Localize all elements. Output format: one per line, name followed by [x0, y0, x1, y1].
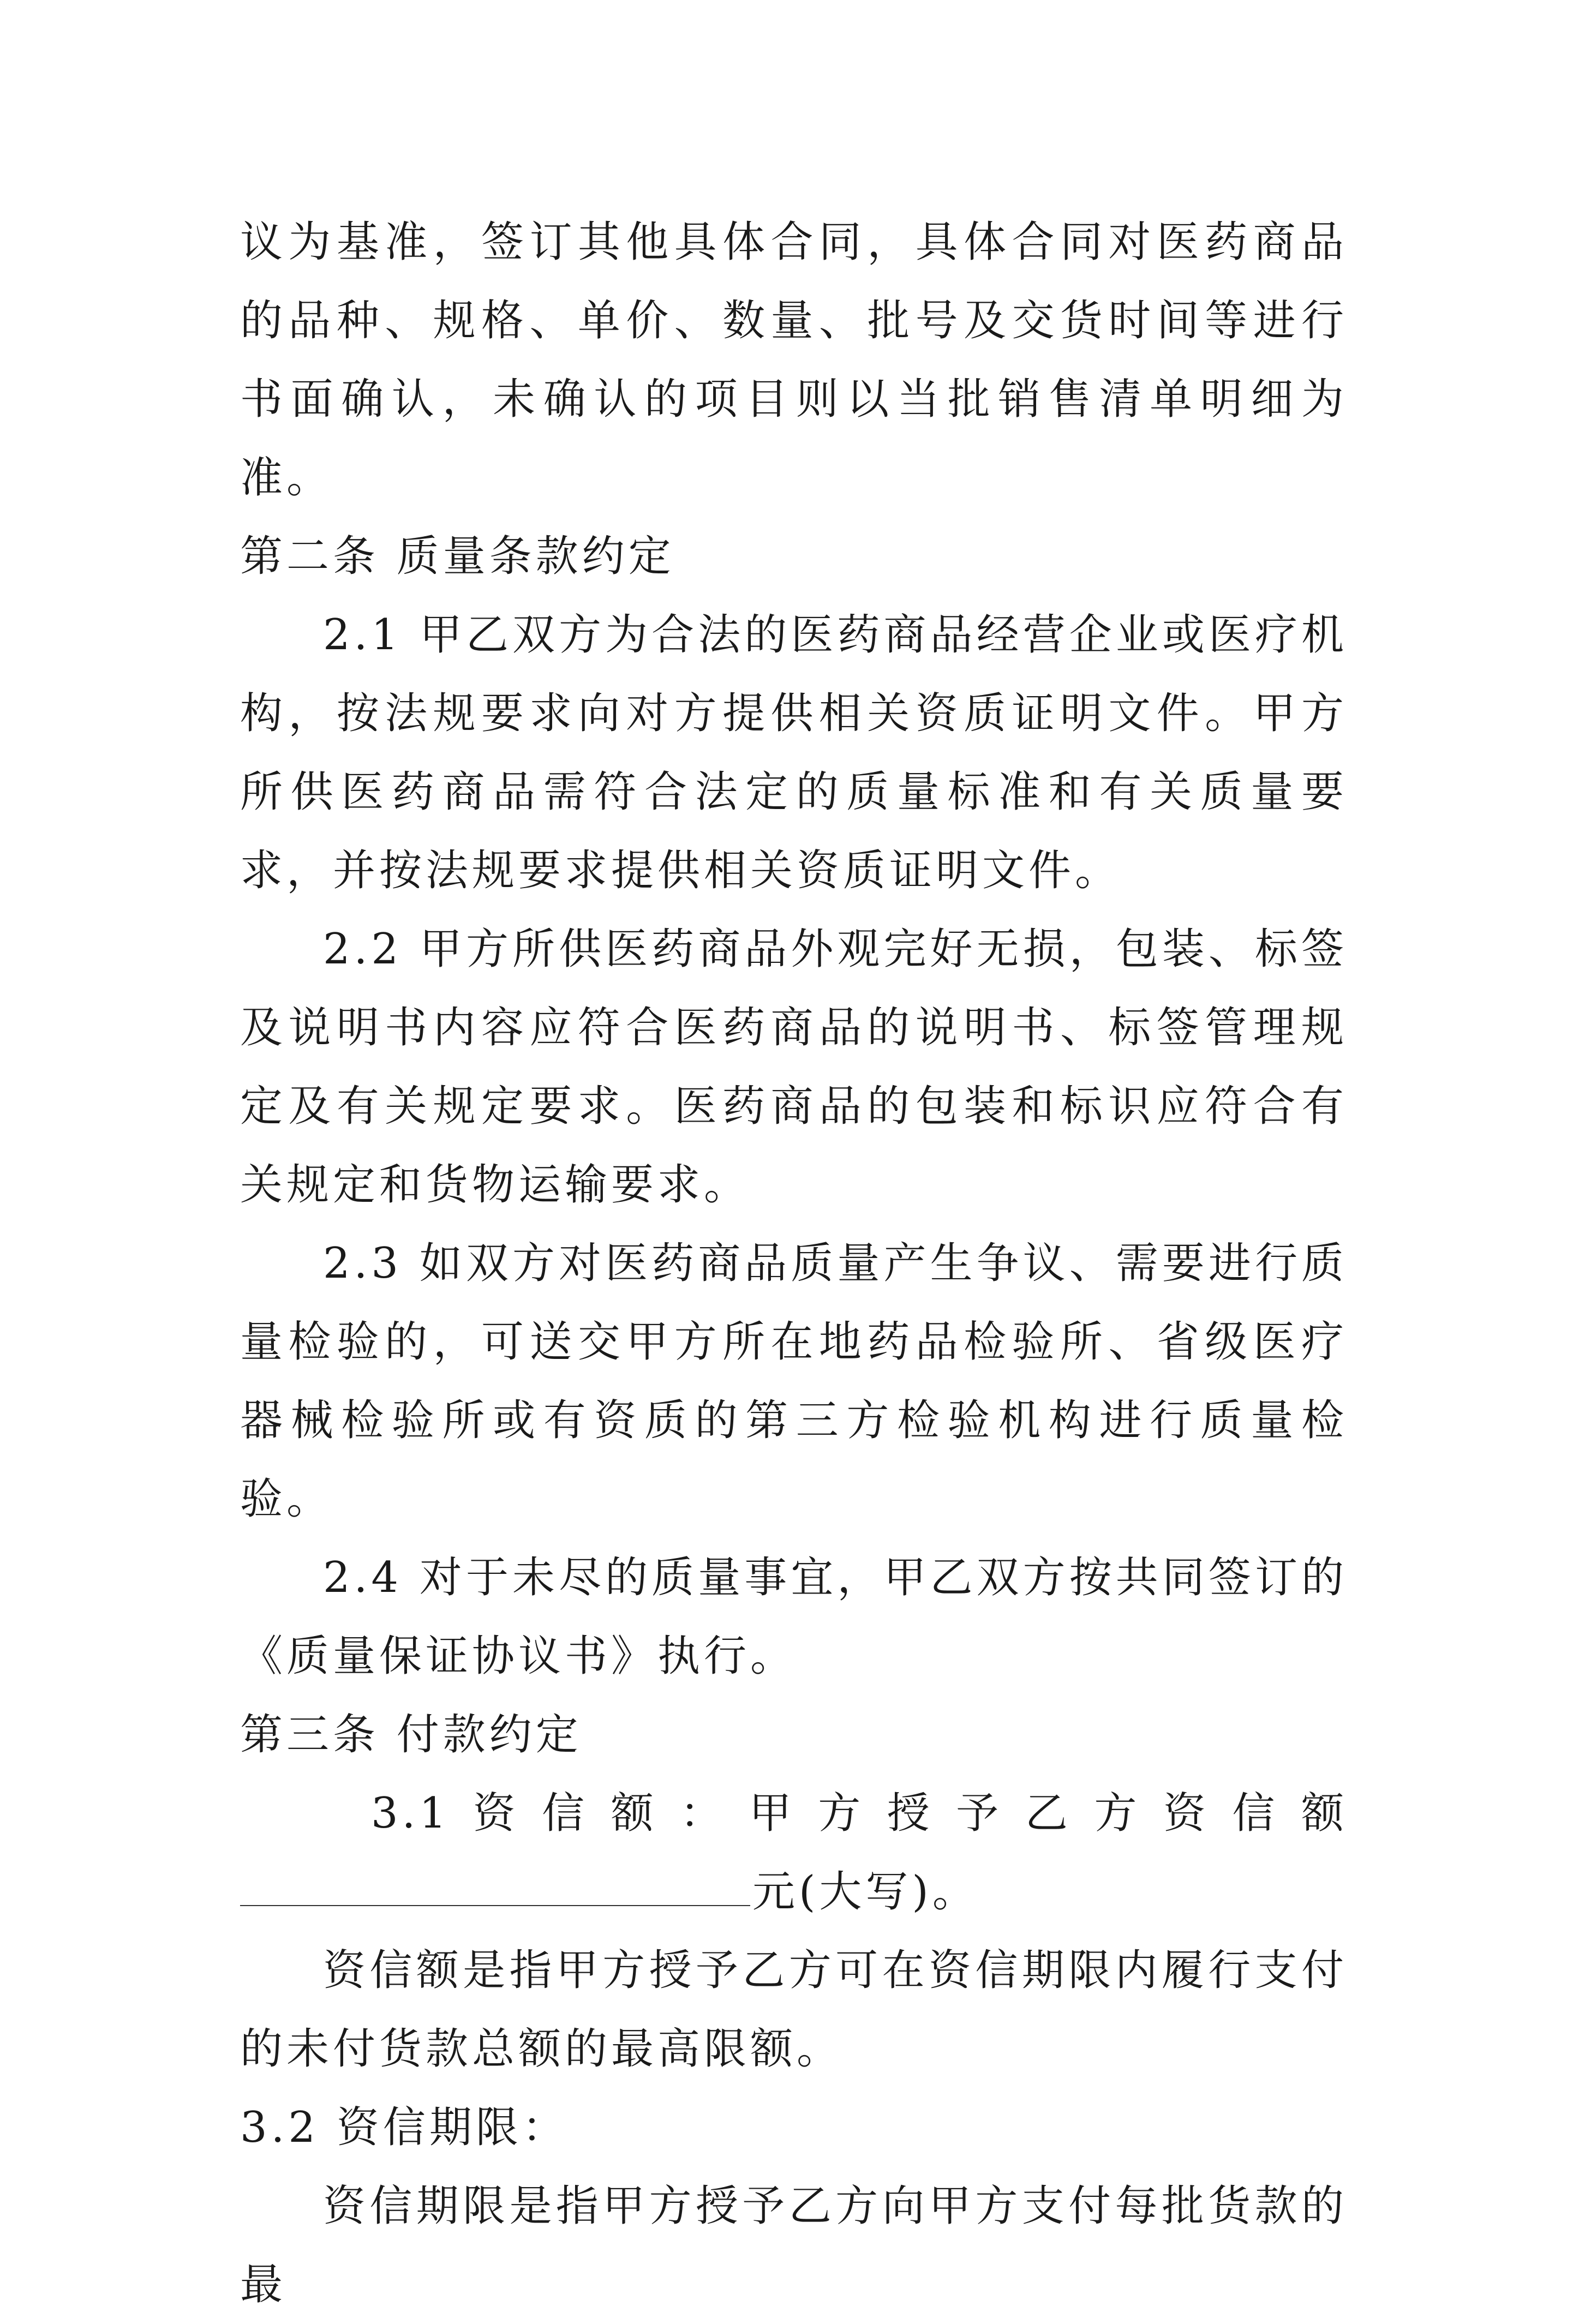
clause-3-1-char: 额 [611, 1789, 657, 1838]
clause-3-1-char: 授 [887, 1789, 934, 1838]
clause-3-1-char: 额 [1301, 1789, 1348, 1838]
clause-2-1: 2.1 甲乙双方为合法的医药商品经营企业或医疗机构，按法规要求向对方提供相关资质证明文件。甲方所供医药商品需符合法定的质量标准和有关质量要求，并按法规要求提供相关资质证明文件。 [240, 610, 1348, 895]
amount-blank-field [240, 1881, 750, 1906]
clause-3-1-char: 信 [542, 1789, 589, 1838]
clause-2-3: 2.3 如双方对医药商品质量产生争议、需要进行质量检验的，可送交甲方所在地药品检验所、省级医疗器械检验所或有资质的第三方检验机构进行质量检验。 [240, 1239, 1348, 1524]
clause-3-1-tail: 元(大写)。 [752, 1867, 979, 1916]
clause-3-1-char: 方 [1094, 1789, 1141, 1838]
clause-3-1-char: 资 [472, 1789, 519, 1838]
article-3-heading: 第三条 付款约定 [240, 1710, 582, 1759]
clause-3-1-line [240, 1774, 1348, 1853]
article-2-heading: 第二条 质量条款约定 [240, 532, 675, 581]
clause-3-1-char: ： [680, 1789, 727, 1838]
clause-3-1-char: 3.1 [371, 1789, 451, 1838]
clause-3-2-description: 资信期限是指甲方授予乙方向甲方支付每批货款的最 [240, 2182, 1348, 2309]
clause-3-1-char: 方 [818, 1789, 865, 1838]
document-body [240, 203, 1348, 2324]
clause-3-1-char: 予 [956, 1789, 1003, 1838]
clause-3-1-char: 信 [1232, 1789, 1279, 1838]
clause-3-1-char: 甲 [749, 1789, 796, 1838]
clause-3-1-description: 资信额是指甲方授予乙方可在资信期限内履行支付的未付货款总额的最高限额。 [240, 1946, 1348, 2074]
clause-3-1-char: 资 [1163, 1789, 1210, 1838]
clause-2-2: 2.2 甲方所供医药商品外观完好无损，包装、标签及说明书内容应符合医药商品的说明书、标签管理规定及有关规定要求。医药商品的包装和标识应符合有关规定和货物运输要求。 [240, 925, 1348, 1209]
paragraph-continuation: 议为基准，签订其他具体合同，具体合同对医药商品的品种、规格、单价、数量、批号及交货时间等进行书面确认，未确认的项目则以当批销售清单明细为准。 [240, 218, 1348, 502]
clause-3-1-amount-line [240, 1853, 1348, 1931]
clause-3-1-char: 乙 [1025, 1789, 1072, 1838]
clause-3-2: 3.2 资信期限： [240, 2103, 569, 2152]
clause-2-4: 2.4 对于未尽的质量事宜，甲乙双方按共同签订的《质量保证协议书》执行。 [240, 1553, 1348, 1681]
